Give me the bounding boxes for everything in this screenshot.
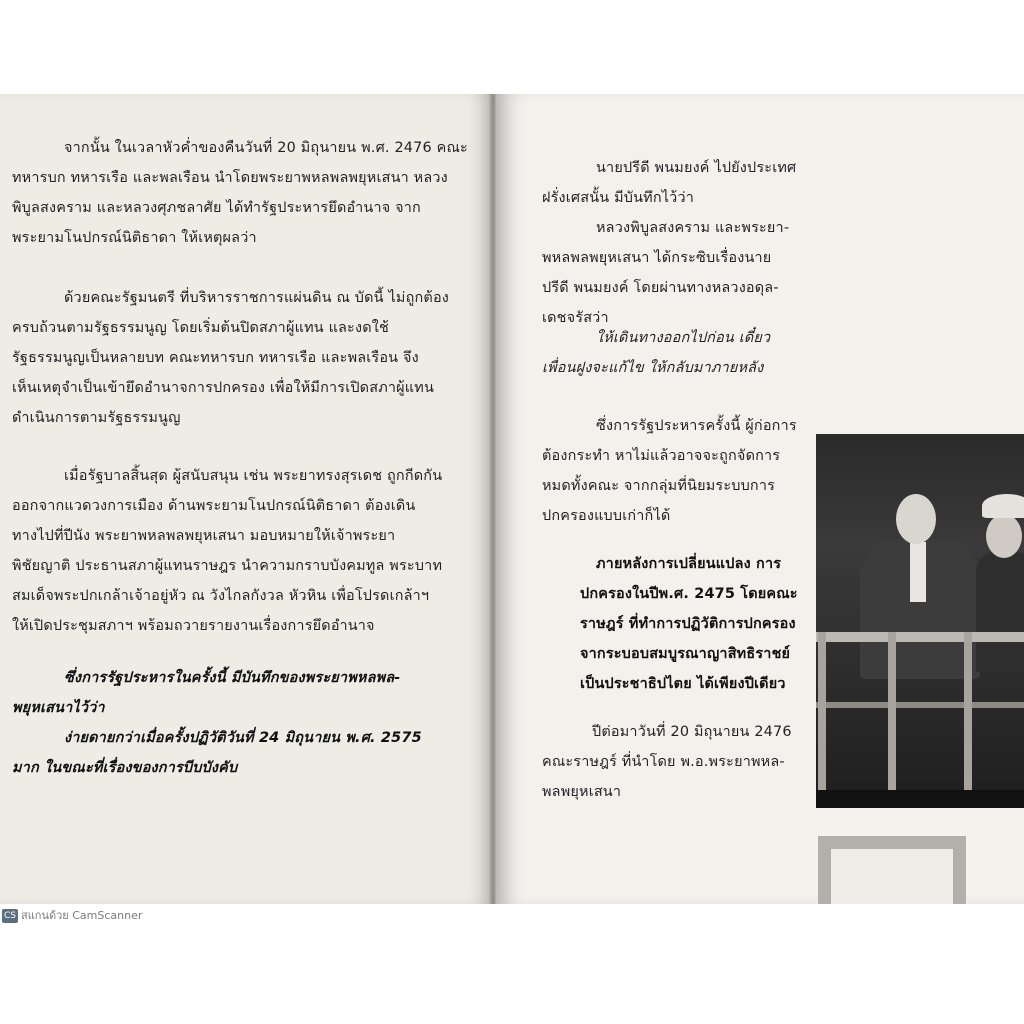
text-line: ซึ่งการรัฐประหารครั้งนี้ ผู้ก่อการ	[596, 418, 797, 434]
right-page	[496, 94, 1024, 904]
bold-caption-line: เป็นประชาธิปไตย ได้เพียงปีเดียว	[580, 676, 786, 692]
camscanner-logo-icon: CS	[4, 911, 16, 921]
text-line: ทางไปที่ปีนัง พระยาพหลพลพยุหเสนา มอบหมายให้เจ้าพระยา	[12, 528, 396, 544]
watermark-text: สแกนด้วย CamScanner	[21, 909, 143, 922]
bold-caption-line: ราษฎร์ ที่ทำการปฏิวัติการปกครอง	[580, 616, 796, 632]
bold-text-line: พยุหเสนาไว้ว่า	[12, 700, 105, 716]
text-line: พิบูลสงคราม และหลวงศุภชลาศัย ได้ทำรัฐประหารยึดอำนาจ จาก	[12, 200, 421, 216]
italic-text-line: เพื่อนฝูงจะแก้ไข ให้กลับมาภายหลัง	[542, 360, 764, 376]
bold-text-line: ซึ่งการรัฐประหารในครั้งนี้ มีบันทึกของพระยาพหลพล-	[64, 670, 401, 686]
text-line: ครบถ้วนตามรัฐธรรมนูญ โดยเริ่มต้นปิดสภาผู้แทน และงดใช้	[12, 320, 389, 336]
photo-shirt	[910, 542, 926, 602]
text-line: สมเด็จพระปกเกล้าเจ้าอยู่หัว ณ วังไกลกังวล หัวหิน เพื่อโปรดเกล้าฯ	[12, 588, 430, 604]
text-line: ดำเนินการตามรัฐธรรมนูญ	[12, 410, 181, 426]
photo-woman-hat	[982, 494, 1024, 518]
camscanner-watermark	[2, 906, 142, 924]
photo-railing-post	[964, 632, 972, 792]
text-line: ปกครองแบบเก่าก็ได้	[542, 508, 671, 524]
italic-text-line: ให้เดินทางออกไปก่อน เดี๋ยว	[596, 330, 771, 346]
text-line: ทหารบก ทหารเรือ และพลเรือน นำโดยพระยาพหลพลพยุหเสนา หลวง	[12, 170, 448, 186]
historical-photo	[816, 434, 1024, 808]
text-line: หมดทั้งคณะ จากกลุ่มที่นิยมระบบการ	[542, 478, 776, 494]
bold-text-line: มาก ในขณะที่เรื่องของการบีบบังคับ	[12, 760, 238, 776]
text-line: พระยามโนปกรณ์นิติธาดา ให้เหตุผลว่า	[12, 230, 257, 246]
left-page	[0, 94, 492, 904]
book-spread	[0, 94, 1024, 904]
photo-woman-head	[986, 514, 1022, 558]
text-line: คณะราษฎร์ ที่นำโดย พ.อ.พระยาพหล-	[542, 754, 785, 770]
photo-railing	[816, 632, 1024, 642]
photo-railing-post	[818, 632, 826, 792]
text-line: ฝรั่งเศสนั้น มีบันทึกไว้ว่า	[542, 190, 695, 206]
text-line: ออกจากแวดวงการเมือง ด้านพระยามโนปกรณ์นิติธาดา ต้องเดิน	[12, 498, 416, 514]
text-line: เห็นเหตุจำเป็นเข้ายึดอำนาจการปกครอง เพื่อให้มีการเปิดสภาผู้แทน	[12, 380, 435, 396]
photo-man-head	[896, 494, 936, 544]
photo-ground	[816, 790, 1024, 808]
text-line: พลพยุหเสนา	[542, 784, 622, 800]
text-line: จากนั้น ในเวลาหัวค่ำของคืนวันที่ 20 มิถุนายน พ.ศ. 2476 คณะ	[64, 140, 468, 156]
decorative-frame	[818, 836, 966, 904]
text-line: ปีต่อมาวันที่ 20 มิถุนายน 2476	[592, 724, 792, 740]
text-line: พิชัยญาติ ประธานสภาผู้แทนราษฎร นำความกราบบังคมทูล พระบาท	[12, 558, 443, 574]
text-line: ให้เปิดประชุมสภาฯ พร้อมถวายรายงานเรื่องการยึดอำนาจ	[12, 618, 375, 634]
bold-caption-line: ปกครองในปีพ.ศ. 2475 โดยคณะ	[580, 586, 798, 602]
bold-text-line: ง่ายดายกว่าเมื่อครั้งปฏิวัติวันที่ 24 มิถุนายน พ.ศ. 2575	[64, 730, 422, 746]
text-line: เมื่อรัฐบาลสิ้นสุด ผู้สนับสนุน เช่น พระยาทรงสุรเดช ถูกกีดกัน	[64, 468, 443, 484]
text-line: รัฐธรรมนูญเป็นหลายบท คณะทหารบก ทหารเรือ และพลเรือน จึง	[12, 350, 419, 366]
photo-railing-mid	[816, 702, 1024, 708]
photo-railing-post	[888, 632, 896, 792]
text-line: ต้องกระทำ หาไม่แล้วอาจจะถูกจัดการ	[542, 448, 781, 464]
text-line: หลวงพิบูลสงคราม และพระยา-	[596, 220, 790, 236]
text-line: พหลพลพยุหเสนา ได้กระซิบเรื่องนาย	[542, 250, 772, 266]
bold-caption-line: จากระบอบสมบูรณาญาสิทธิราชย์	[580, 646, 791, 662]
text-line: นายปรีดี พนมยงค์ ไปยังประเทศ	[596, 160, 797, 176]
text-line: เดชจรัสว่า	[542, 310, 609, 326]
text-line: ด้วยคณะรัฐมนตรี ที่บริหารราชการแผ่นดิน ณ บัดนี้ ไม่ถูกต้อง	[64, 290, 450, 306]
text-line: ปรีดี พนมยงค์ โดยผ่านทางหลวงอดุล-	[542, 280, 779, 296]
photo-woman-body	[976, 552, 1024, 672]
bold-caption-line: ภายหลังการเปลี่ยนแปลง การ	[596, 556, 782, 572]
